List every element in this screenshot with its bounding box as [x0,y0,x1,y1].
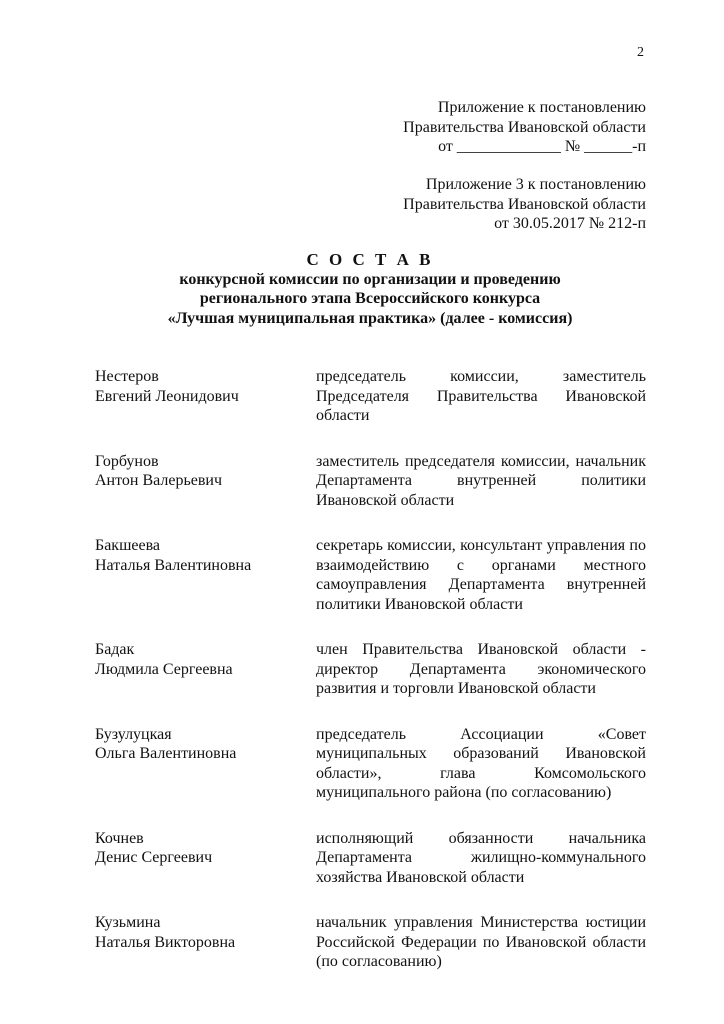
member-surname: Бадак [95,641,135,658]
member-given-names: Наталья Викторовна [95,933,236,951]
member-role: председатель комиссии, заместитель Председателя Правительства Ивановской области [316,368,646,424]
member-given-names: Ольга Валентиновна [95,745,237,762]
appendix-current [403,98,646,157]
heading-line-1: конкурсной комиссии по организации и проведению [179,270,561,288]
member-given-names: Денис Сергеевич [95,849,213,866]
members-list [95,367,646,972]
document-title: С О С Т А В [306,250,434,269]
member-role: член Правительства Ивановской области - директор Департамента экономического развития и торговли Ивановской области [316,641,646,697]
member-surname: Горбунов [95,452,159,470]
member-row [95,640,646,699]
member-surname: Бакшеева [95,537,161,554]
member-name [95,829,316,888]
appendix-current-line-2: Правительства Ивановской области [403,118,646,136]
appendix-previous [403,175,646,234]
member-row [95,452,646,511]
appendix-current-line-3: от _____________ № ______-п [438,138,646,155]
member-name [95,640,316,699]
document-heading [90,250,650,328]
member-role: исполняющий обязанности начальника Департамента жилищно-коммунального хозяйства Ивановской области [316,829,646,886]
appendix-current-line-1: Приложение к постановлению [437,99,646,116]
heading-line-2: регионального этапа Всероссийского конкурса [199,290,541,307]
member-row [95,725,646,803]
member-name [95,913,316,972]
member-role: секретарь комиссии, консультант управления по взаимодействию с органами местного самоуправления Департамента внутренней политики Ивановской области [316,537,646,613]
heading-line-3: «Лучшая муниципальная практика» (далее - комиссия) [167,309,573,327]
member-surname: Кочнев [95,829,144,847]
member-surname: Нестеров [95,368,159,385]
appendix-previous-line-1: Приложение 3 к постановлению [425,176,646,193]
member-role: начальник управления Министерства юстиции Российской Федерации по Ивановской области (по согласованию) [316,914,646,970]
page-number: 2 [637,45,644,60]
member-given-names: Евгений Леонидович [95,387,239,405]
member-row [95,913,646,972]
member-given-names: Наталья Валентиновна [95,556,252,574]
member-role: заместитель председателя комиссии, начальник Департамента внутренней политики Ивановской области [316,452,646,509]
member-row [95,536,646,614]
member-name [95,725,316,803]
member-name [95,367,316,426]
member-row [95,829,646,888]
member-name [95,452,316,511]
member-surname: Бузулуцкая [95,725,172,743]
member-given-names: Людмила Сергеевна [95,660,233,678]
member-row [95,367,646,426]
member-name [95,536,316,614]
member-given-names: Антон Валерьевич [95,472,223,489]
member-role: председатель Ассоциации «Совет муниципальных образований Ивановской области», глава Комсомольского муниципального района (по согласованию) [316,725,646,801]
appendix-previous-line-2: Правительства Ивановской области [403,195,646,213]
member-surname: Кузьмина [95,914,161,931]
appendix-previous-line-3: от 30.05.2017 № 212-п [494,215,646,232]
